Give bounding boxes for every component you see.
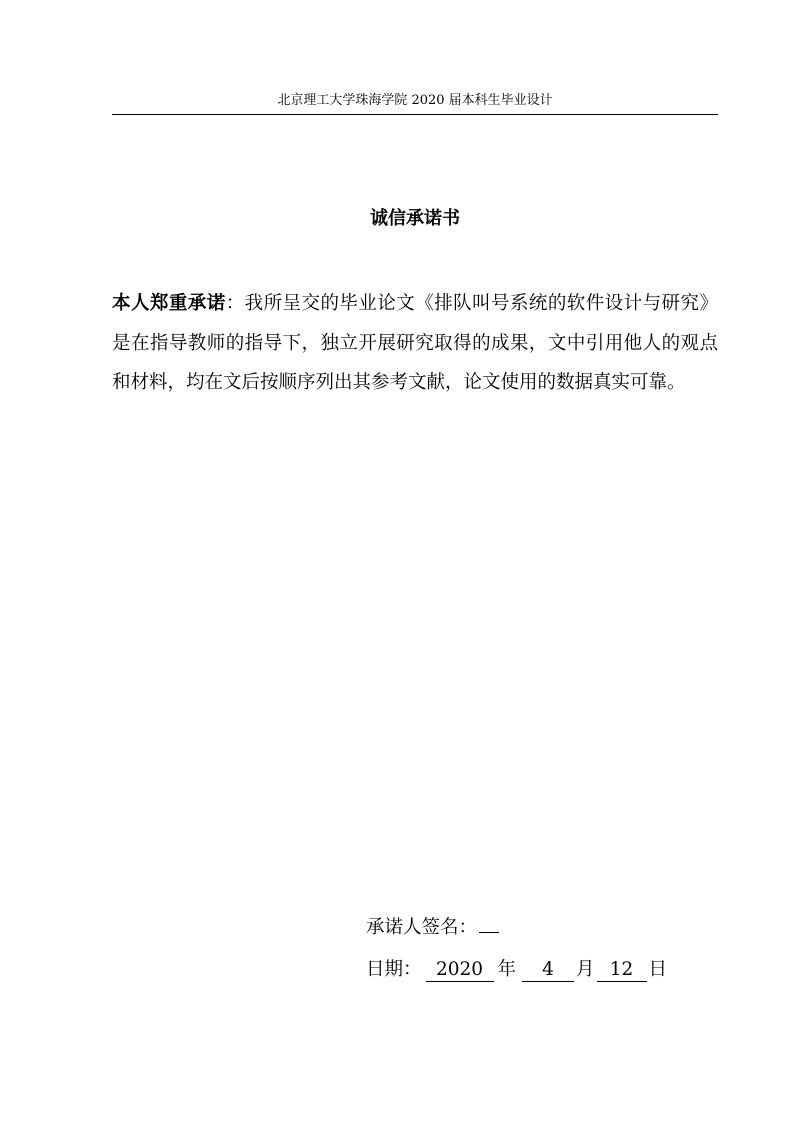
page-header-text: 北京理工大学珠海学院 2020 届本科生毕业设计 [277, 93, 553, 108]
pledge-lead: 本人郑重承诺 [112, 293, 226, 314]
date-year-field[interactable]: 2020 [426, 959, 494, 982]
date-label: 日期： [366, 959, 422, 980]
date-year-unit: 年 [497, 959, 517, 980]
date-day-unit: 日 [648, 959, 668, 980]
date-month-unit: 月 [576, 959, 595, 980]
page-header [112, 92, 718, 115]
pledge-lead-colon: ： [225, 293, 245, 314]
document-title: 诚信承诺书 [370, 208, 460, 229]
signature-line [366, 914, 499, 942]
signature-label: 承诺人签名： [366, 917, 478, 938]
pledge-body: 我所呈交的毕业论文《排队叫号系统的软件设计与研究》是在指导教师的指导下，独立开展研究取得的成果，文中引用他人的观点和材料，均在文后按顺序列出其参考文献，论文使用的数据真实可靠。 [112, 293, 718, 393]
pledge-paragraph [112, 284, 718, 403]
date-day-field[interactable]: 12 [597, 959, 647, 982]
signature-field[interactable] [479, 932, 499, 933]
date-line [366, 956, 667, 984]
date-month-field[interactable]: 4 [522, 959, 574, 982]
